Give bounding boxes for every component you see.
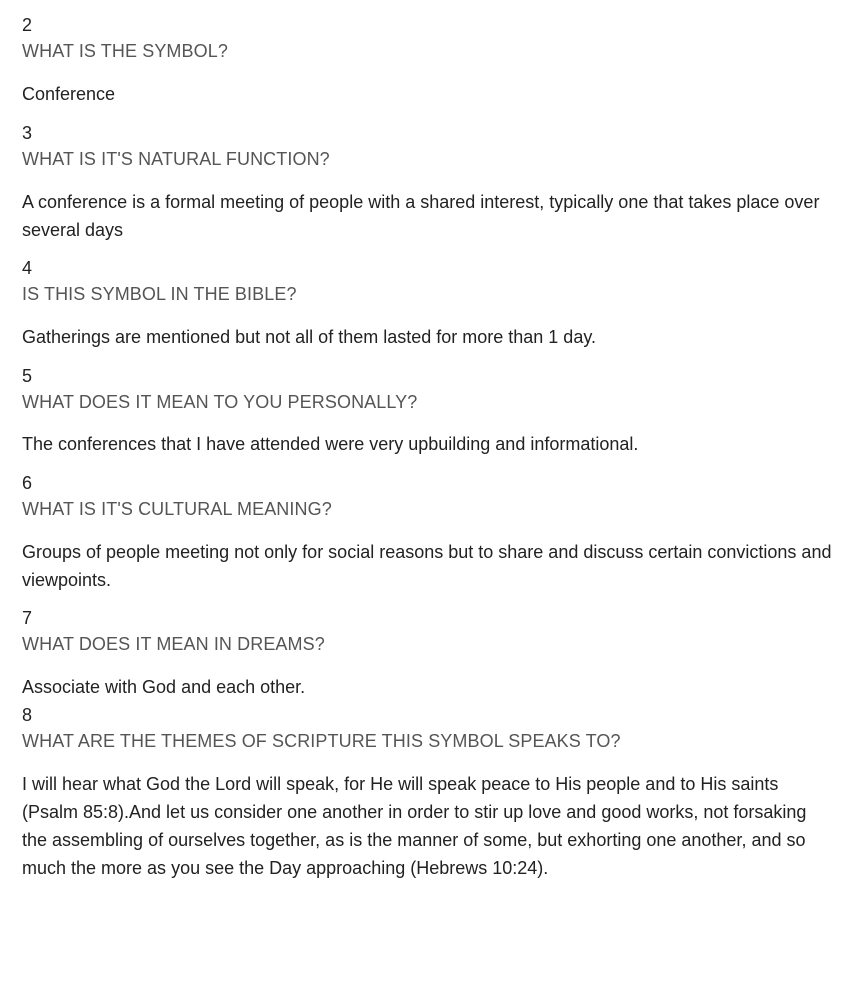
question-heading: WHAT IS THE SYMBOL? [22, 41, 228, 61]
question-section-5 [22, 363, 834, 458]
question-heading: WHAT IS IT'S NATURAL FUNCTION? [22, 149, 330, 169]
question-number: 8 [22, 705, 33, 725]
question-heading: WHAT DOES IT MEAN TO YOU PERSONALLY? [22, 392, 418, 412]
question-section-7 [22, 605, 834, 701]
question-number: 2 [22, 15, 33, 35]
question-number: 3 [22, 123, 33, 143]
answer-text: Gatherings are mentioned but not all of them lasted for more than 1 day. [22, 327, 596, 347]
question-heading: WHAT IS IT'S CULTURAL MEANING? [22, 499, 332, 519]
question-section-2 [22, 12, 834, 108]
question-section-8 [22, 702, 834, 882]
question-heading: WHAT ARE THE THEMES OF SCRIPTURE THIS SYMBOL SPEAKS TO? [22, 731, 621, 751]
answer-text: Associate with God and each other. [22, 677, 306, 697]
question-number: 6 [22, 473, 33, 493]
question-number: 4 [22, 258, 33, 278]
question-heading: WHAT DOES IT MEAN IN DREAMS? [22, 634, 325, 654]
answer-text: Groups of people meeting not only for social reasons but to share and discuss certain convictions and viewpoints. [22, 542, 832, 590]
question-number: 5 [22, 366, 33, 386]
answer-text: I will hear what God the Lord will speak, for He will speak peace to His people and to His saints (Psalm 85:8).And let us consider one another in order to stir up love and good works, not forsaking the assembling of ourselves together, as is the manner of some, but exhorting one another, and so much the more as you see the Day approaching (Hebrews 10:24). [22, 774, 807, 878]
answer-text: The conferences that I have attended were very upbuilding and informational. [22, 434, 639, 454]
question-section-6 [22, 470, 834, 594]
answer-text: Conference [22, 84, 116, 104]
question-section-4 [22, 255, 834, 351]
answer-text: A conference is a formal meeting of people with a shared interest, typically one that takes place over several days [22, 192, 820, 240]
question-section-3 [22, 120, 834, 244]
symbol-questionnaire [22, 12, 834, 882]
question-number: 7 [22, 608, 33, 628]
question-heading: IS THIS SYMBOL IN THE BIBLE? [22, 284, 297, 304]
